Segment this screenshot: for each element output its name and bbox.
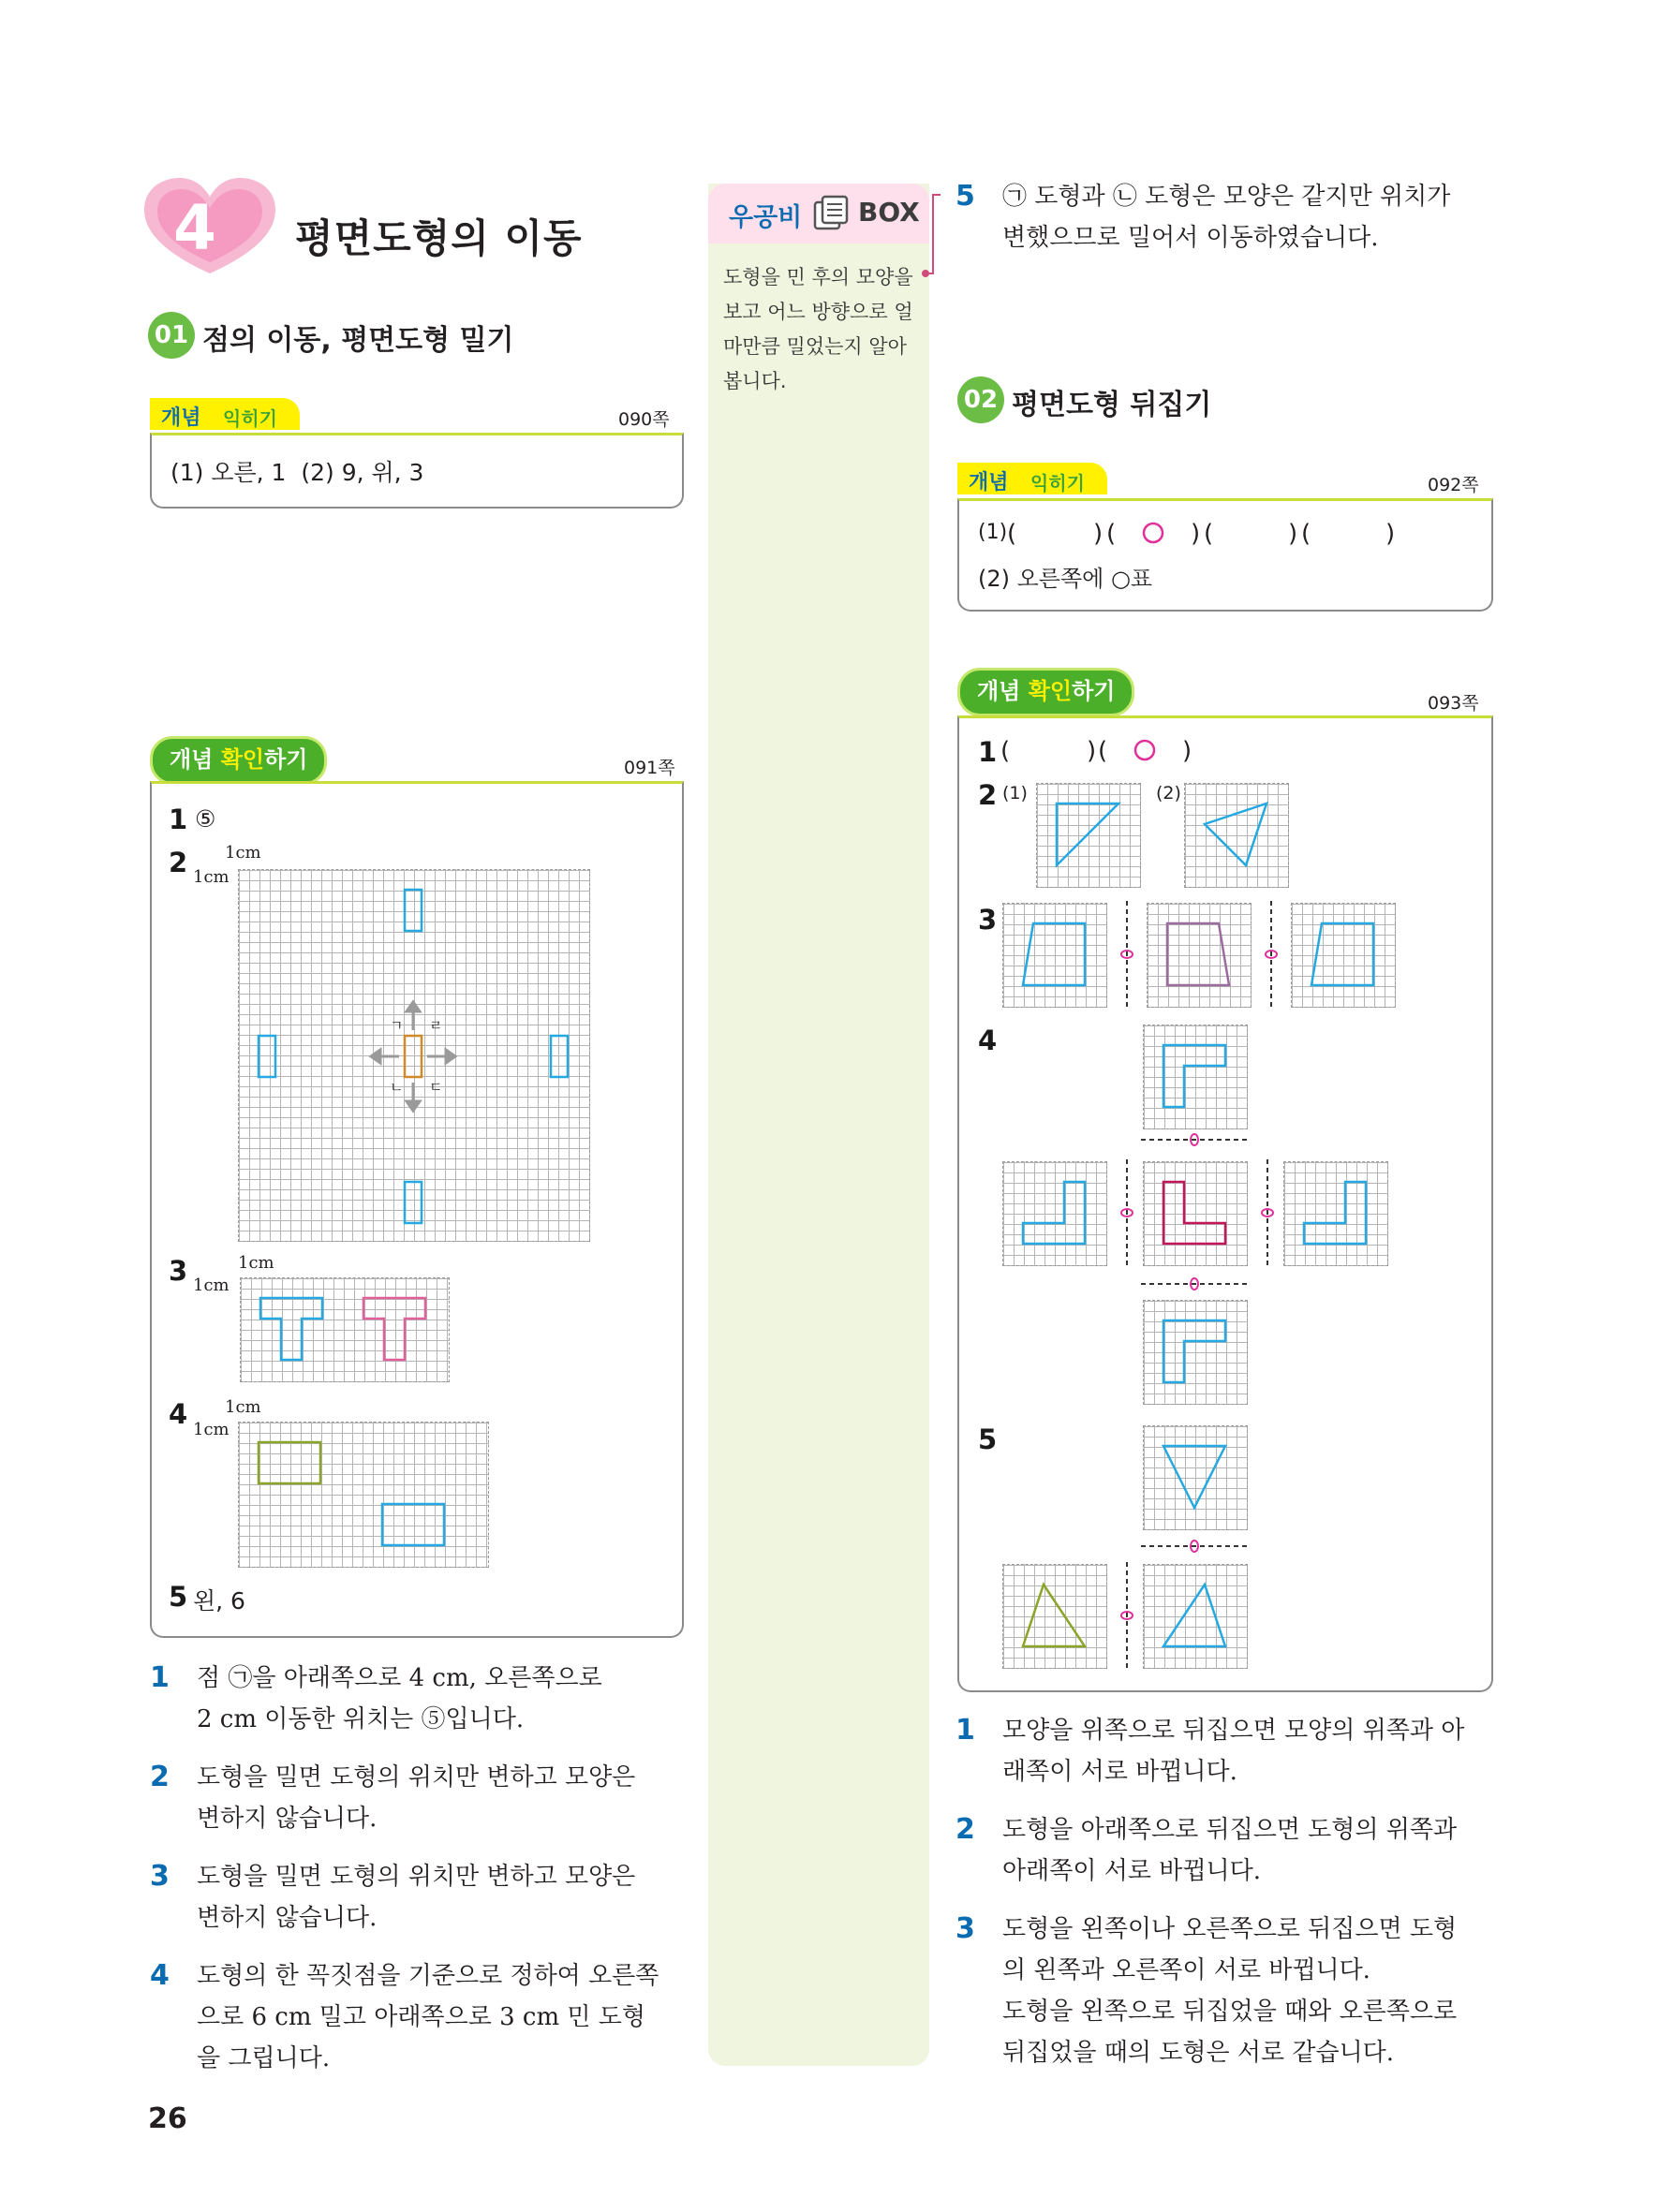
tab-label: 개념	[161, 406, 201, 430]
answer-brackets	[1000, 734, 1207, 768]
explanation-line: ㉠ 도형과 ㉡ 도형은 모양은 같지만 위치가	[1002, 183, 1451, 211]
explanation-item	[955, 1909, 1499, 2073]
question-number: 5	[169, 1581, 188, 1613]
svg-text:): )	[1093, 520, 1104, 548]
grid-shapes	[1143, 1161, 1246, 1264]
explanation-item	[150, 1856, 684, 1939]
explanation-line: 도형을 왼쪽이나 오른쪽으로 뒤집으면 도형	[1002, 1915, 1458, 1943]
explanation-line: 도형을 밀면 도형의 위치만 변하고 모양은	[197, 1863, 636, 1891]
unit-label: 1cm	[193, 1276, 230, 1295]
notes-icon	[811, 195, 851, 232]
answer-brackets	[1007, 517, 1410, 551]
explanation-number: 2	[150, 1761, 170, 1793]
grid-shapes	[240, 1277, 448, 1380]
explanation-number: 1	[955, 1714, 975, 1747]
answer-text: ⑤	[195, 805, 216, 833]
section-title: 평면도형 뒤집기	[1012, 389, 1212, 421]
svg-text:): )	[1191, 520, 1201, 548]
explanation-line: 아래쪽이 서로 바뀝니다.	[1002, 1857, 1261, 1885]
grid-shapes	[238, 869, 588, 1240]
question-number: 2	[978, 779, 998, 811]
sub-label: (2)	[1156, 783, 1181, 804]
section-badge: 01	[148, 312, 195, 359]
question-number: 4	[978, 1025, 998, 1056]
svg-text:(: (	[1106, 520, 1117, 548]
svg-text:): )	[1385, 520, 1396, 548]
tab-label-sub: 익히기	[1030, 472, 1085, 494]
explanation-line: 모양을 위쪽으로 뒤집으면 모양의 위쪽과 아	[1002, 1717, 1465, 1745]
grid-shapes	[1002, 903, 1105, 1006]
grid-shapes	[1184, 783, 1287, 886]
explanation-item	[955, 176, 1499, 258]
explanation-number: 2	[955, 1813, 975, 1846]
answer-box	[957, 498, 1493, 612]
chapter-title: 평면도형의 이동	[295, 215, 583, 261]
answer-text: (2) 오른쪽에 ○표	[978, 566, 1153, 592]
tab-label: 개념	[977, 678, 1029, 704]
answer-text: (1) 오른, 1 (2) 9, 위, 3	[170, 459, 424, 486]
question-number: 1	[978, 736, 998, 768]
tip-box	[708, 184, 929, 2066]
unit-label: 1cm	[193, 1420, 230, 1439]
svg-text:(: (	[1098, 737, 1108, 765]
svg-text:): )	[1288, 520, 1298, 548]
svg-text:(: (	[1000, 737, 1011, 765]
grid-shapes	[1143, 1425, 1246, 1528]
svg-text:): )	[1087, 737, 1097, 765]
explanation-line: 변하지 않습니다.	[197, 1904, 378, 1932]
explanation-line: 도형을 밀면 도형의 위치만 변하고 모양은	[197, 1763, 636, 1792]
tab-label-sub: 하기	[264, 746, 308, 773]
check-tab	[957, 668, 1134, 716]
question-number: 2	[169, 847, 188, 878]
grid-shapes	[1036, 783, 1139, 886]
explanation-number: 3	[955, 1912, 975, 1945]
question-number: 3	[169, 1255, 188, 1287]
grid-shapes	[1002, 1564, 1105, 1667]
explanation-number: 3	[150, 1860, 170, 1893]
concept-tab	[150, 398, 300, 430]
explanation-line: 래쪽이 서로 바뀝니다.	[1002, 1758, 1237, 1786]
section-badge: 02	[957, 376, 1004, 423]
tip-box-title: 우공비	[729, 203, 803, 232]
explanation-line: 도형을 아래쪽으로 뒤집으면 도형의 위쪽과	[1002, 1816, 1458, 1844]
grid-shapes	[238, 1422, 487, 1566]
tab-label-sub: 하기	[1072, 678, 1116, 704]
question-number: 4	[169, 1398, 188, 1430]
tip-box-title-b: BOX	[858, 197, 920, 228]
flip-axis-icon	[1120, 1159, 1133, 1266]
flip-axis-icon	[1265, 901, 1278, 1008]
explanation-item	[955, 1809, 1499, 1892]
tab-label-highlight: 확인	[1028, 678, 1073, 704]
explanation-line: 변했으므로 밀어서 이동하였습니다.	[1002, 224, 1379, 252]
explanation-line: 뒤집었을 때의 도형은 서로 같습니다.	[1002, 2039, 1395, 2067]
check-tab	[150, 736, 327, 785]
explanation-number: 5	[955, 180, 975, 213]
tab-label: 개념	[170, 746, 221, 773]
flip-axis-icon	[1120, 901, 1133, 1008]
question-number: 1	[169, 804, 188, 835]
svg-text:(: (	[1007, 520, 1017, 548]
grid-shapes	[1291, 903, 1394, 1006]
point-label: ㄱ	[390, 1017, 404, 1034]
grid-shapes	[1002, 1161, 1105, 1264]
unit-label: 1cm	[238, 1253, 274, 1273]
unit-label: 1cm	[225, 1397, 261, 1417]
chapter-number: 4	[173, 192, 216, 264]
explanation-line: 도형을 왼쪽으로 뒤집었을 때와 오른쪽으로	[1002, 1998, 1458, 2026]
explanation-line: 점 ㉠을 아래쪽으로 4 cm, 오른쪽으로	[197, 1664, 602, 1692]
unit-label: 1cm	[193, 867, 230, 887]
explanation-line: 2 cm 이동한 위치는 ⑤입니다.	[197, 1705, 525, 1733]
section-title: 점의 이동, 평면도형 밀기	[202, 324, 514, 357]
tab-label: 개념	[969, 471, 1009, 494]
connector-line	[927, 193, 946, 277]
point-label: ㄷ	[429, 1079, 443, 1096]
explanation-item	[150, 1955, 684, 2079]
answer-box	[150, 433, 684, 509]
flip-axis-icon	[1120, 1562, 1133, 1669]
tip-box-text: 도형을 민 후의 모양을 보고 어느 방향으로 얼마만큼 밀었는지 알아봅니다.	[723, 266, 913, 392]
grid-shapes	[1143, 1025, 1246, 1128]
tab-label-sub: 익히기	[223, 407, 277, 430]
explanation-number: 1	[150, 1661, 170, 1694]
page-reference: 091쪽	[624, 758, 675, 778]
flip-axis-icon	[1141, 1133, 1248, 1146]
explanation-line: 으로 6 cm 밀고 아래쪽으로 3 cm 민 도형	[197, 2003, 646, 2031]
tab-label-highlight: 확인	[220, 746, 265, 773]
svg-text:(: (	[1204, 520, 1214, 548]
page-reference: 090쪽	[618, 409, 670, 430]
explanation-list	[150, 1658, 684, 2079]
tip-box-header	[708, 184, 929, 243]
page-number: 26	[148, 2102, 187, 2135]
answer-text: 왼, 6	[193, 1587, 245, 1615]
question-number: 5	[978, 1423, 998, 1455]
page-reference: 093쪽	[1428, 693, 1479, 714]
explanation-line: 변하지 않습니다.	[197, 1805, 378, 1833]
grid-shapes	[1147, 903, 1250, 1006]
point-label: ㄹ	[429, 1017, 443, 1034]
explanation-line: 의 왼쪽과 오른쪽이 서로 바뀝니다.	[1002, 1956, 1370, 1984]
svg-text:(: (	[1301, 520, 1311, 548]
grid-shapes	[1283, 1161, 1386, 1264]
answer-label: (1)	[978, 521, 1008, 544]
explanation-item	[150, 1757, 684, 1839]
point-label: ㄴ	[390, 1079, 404, 1096]
unit-label: 1cm	[225, 843, 261, 863]
explanation-number: 4	[150, 1959, 170, 1992]
svg-text:): )	[1182, 737, 1192, 765]
concept-tab	[957, 463, 1107, 494]
explanation-item	[955, 1710, 1499, 1792]
flip-axis-icon	[1261, 1159, 1274, 1266]
explanation-line: 을 그립니다.	[197, 2044, 331, 2072]
flip-axis-icon	[1141, 1540, 1248, 1553]
explanation-line: 도형의 한 꼭짓점을 기준으로 정하여 오른쪽	[197, 1962, 659, 1990]
sub-label: (1)	[1002, 783, 1028, 804]
question-number: 3	[978, 904, 998, 936]
grid-shapes	[1143, 1564, 1246, 1667]
flip-axis-icon	[1141, 1277, 1248, 1290]
explanation-list	[955, 1710, 1499, 2073]
grid-shapes	[1143, 1300, 1246, 1403]
page-reference: 092쪽	[1428, 475, 1479, 495]
explanation-item	[150, 1658, 684, 1740]
